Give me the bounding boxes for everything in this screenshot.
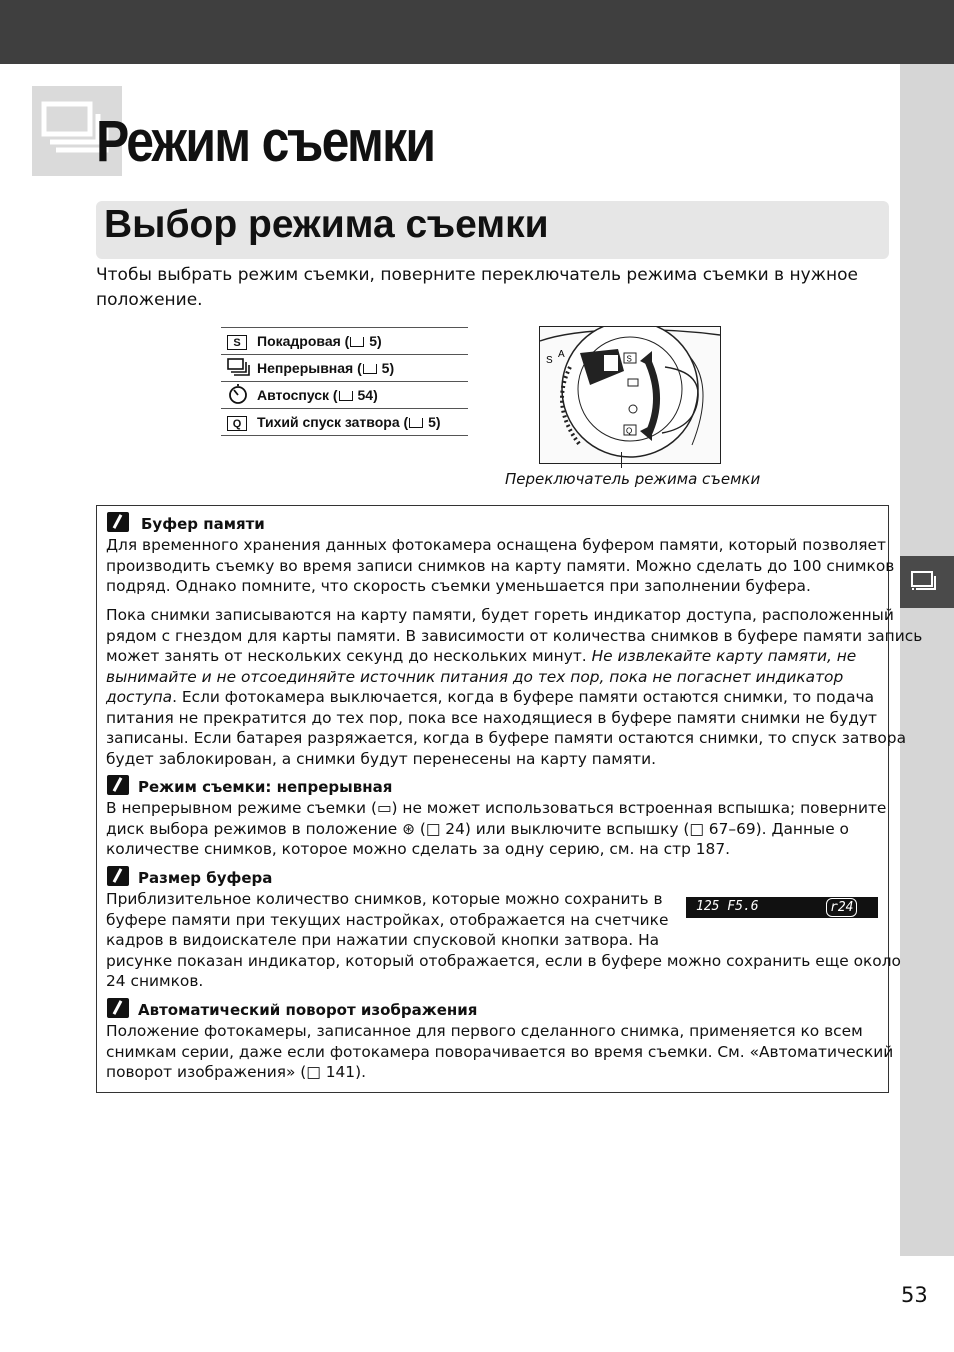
table-row bbox=[221, 355, 468, 382]
mode-label: Тихий спуск затвора ( 5) bbox=[257, 409, 468, 436]
buffer-counter-readout: r24 bbox=[826, 898, 857, 917]
viewfinder-display bbox=[686, 897, 878, 918]
continuous-icon bbox=[227, 357, 257, 377]
text-line: питания не прекратится до тех пор, пока все находящиеся в буфере памяти снимки не будут bbox=[106, 708, 877, 727]
self-timer-icon bbox=[227, 383, 257, 405]
caption-leader-line bbox=[621, 452, 622, 468]
single-frame-icon: S bbox=[227, 335, 247, 350]
note-paragraph bbox=[106, 1021, 893, 1083]
table-row bbox=[221, 382, 468, 409]
page-ref: 5 bbox=[381, 360, 390, 376]
book-icon bbox=[409, 418, 423, 428]
release-mode-dial-illustration bbox=[539, 326, 721, 464]
mode-mark-s: S bbox=[626, 354, 632, 364]
note-pencil-icon bbox=[107, 775, 129, 795]
continuous-shooting-icon bbox=[900, 556, 954, 608]
text-line: будет заблокирован, а снимки будут перенесены на карту памяти. bbox=[106, 749, 657, 768]
warning-text: вынимайте и не отсоединяйте источник питания до тех пор, пока не погаснет индикатор bbox=[106, 667, 844, 686]
text-line: снимкам серии, даже если фотокамера поворачивается во время съемки. См. «Автоматический bbox=[106, 1042, 894, 1061]
note-paragraph bbox=[106, 798, 886, 860]
page-number: 53 bbox=[901, 1283, 928, 1307]
table-row bbox=[221, 328, 468, 355]
text-line: Для временного хранения данных фотокамера оснащена буфером памяти, который позволяет bbox=[106, 536, 886, 554]
note-title: Автоматический поворот изображения bbox=[138, 1001, 478, 1019]
text-line: диск выбора режимов в положение ⊛ (□ 24) или выключите вспышку (□ 67–69). Данные о bbox=[106, 819, 849, 838]
text-line: Пока снимки записываются на карту памяти, будет гореть индикатор доступа, расположенный bbox=[106, 606, 894, 624]
mode-label: Покадровая ( 5) bbox=[257, 328, 468, 355]
note-pencil-icon bbox=[107, 866, 129, 886]
notes-box bbox=[96, 505, 923, 1093]
warning-text: Не извлекайте карту памяти, не bbox=[591, 647, 857, 665]
text-line: В непрерывном режиме съемки (▭) не может использоваться встроенная вспышка; поверните bbox=[106, 799, 887, 817]
mode-label: Непрерывная ( 5) bbox=[257, 355, 468, 382]
chapter-title: Режим съемки bbox=[96, 109, 435, 174]
text-line: записаны. Если батарея разряжается, когда в буфере памяти остаются снимки, то спуск затвора bbox=[106, 729, 907, 747]
page-ref: 54 bbox=[357, 387, 374, 403]
text-line: кадров в видоискателе при нажатии спусковой кнопки затвора. На bbox=[106, 931, 660, 949]
intro-line: Чтобы выбрать режим съемки, поверните переключатель режима съемки в нужное bbox=[96, 265, 858, 285]
note-pencil-icon bbox=[107, 512, 129, 532]
text-line: подряд. Однако помните, что скорость съемки уменьшается при заполнении буфера. bbox=[106, 577, 811, 595]
intro-paragraph bbox=[96, 263, 886, 313]
book-icon bbox=[363, 364, 377, 374]
text-line: может занять от нескольких секунд до нескольких минут. bbox=[106, 647, 587, 665]
release-mode-table bbox=[221, 327, 468, 436]
text-line: поворот изображения» (□ 141). bbox=[106, 1063, 366, 1081]
note-pencil-icon bbox=[107, 998, 129, 1018]
book-icon bbox=[339, 391, 353, 401]
mode-mark-q: Q bbox=[626, 426, 633, 436]
text-line: рисунке показан индикатор, который отображается, если в буфере можно сохранить еще около bbox=[106, 951, 901, 970]
warning-text: доступа bbox=[106, 688, 173, 706]
camera-dial-drawing bbox=[540, 327, 720, 463]
note-paragraph bbox=[106, 535, 894, 597]
mode-name: Покадровая bbox=[257, 333, 341, 349]
text-line: рядом с гнездом для карты памяти. В зависимости от количества снимков в буфере памяти запись bbox=[106, 626, 923, 645]
table-row bbox=[221, 409, 468, 436]
book-icon bbox=[350, 337, 364, 347]
text-line: производить съемку во время записи снимков на карту памяти. Можно сделать до 100 снимков bbox=[106, 556, 895, 575]
note-paragraph bbox=[106, 605, 922, 769]
intro-line: положение. bbox=[96, 290, 203, 310]
quiet-shutter-icon: Q bbox=[227, 416, 247, 431]
page-ref: 5 bbox=[428, 414, 436, 430]
section-title: Выбор режима съемки bbox=[104, 203, 549, 246]
text-line: . Если фотокамера выключается, когда в буфере памяти остаются снимки, то подача bbox=[172, 688, 875, 706]
mode-name: Автоспуск bbox=[257, 387, 330, 403]
text-line: Приблизительное количество снимков, которые можно сохранить в bbox=[106, 890, 663, 908]
shutter-aperture-readout: 125 F5.6 bbox=[696, 899, 759, 914]
text-line: количестве снимков, которое можно сделать за одну серию, см. на стр 187. bbox=[106, 840, 731, 858]
text-line: 24 снимков. bbox=[106, 972, 204, 990]
text-line: Положение фотокамеры, записанное для первого сделанного снимка, применяется ко всем bbox=[106, 1022, 863, 1040]
note-title: Режим съемки: непрерывная bbox=[138, 778, 393, 796]
note-title: Буфер памяти bbox=[141, 515, 265, 533]
figure-caption: Переключатель режима съемки bbox=[505, 470, 761, 488]
dial-letter: A bbox=[558, 349, 565, 360]
mode-name: Непрерывная bbox=[257, 360, 354, 376]
dial-letter: S bbox=[546, 355, 553, 366]
text-line: буфере памяти при текущих настройках, отображается на счетчике bbox=[106, 910, 669, 929]
mode-label: Автоспуск ( 54) bbox=[257, 382, 468, 409]
chapter-tab bbox=[900, 556, 954, 608]
note-title: Размер буфера bbox=[138, 869, 273, 887]
top-bar bbox=[0, 0, 954, 64]
mode-name: Тихий спуск затвора bbox=[257, 414, 400, 430]
page-ref: 5 bbox=[369, 333, 378, 349]
